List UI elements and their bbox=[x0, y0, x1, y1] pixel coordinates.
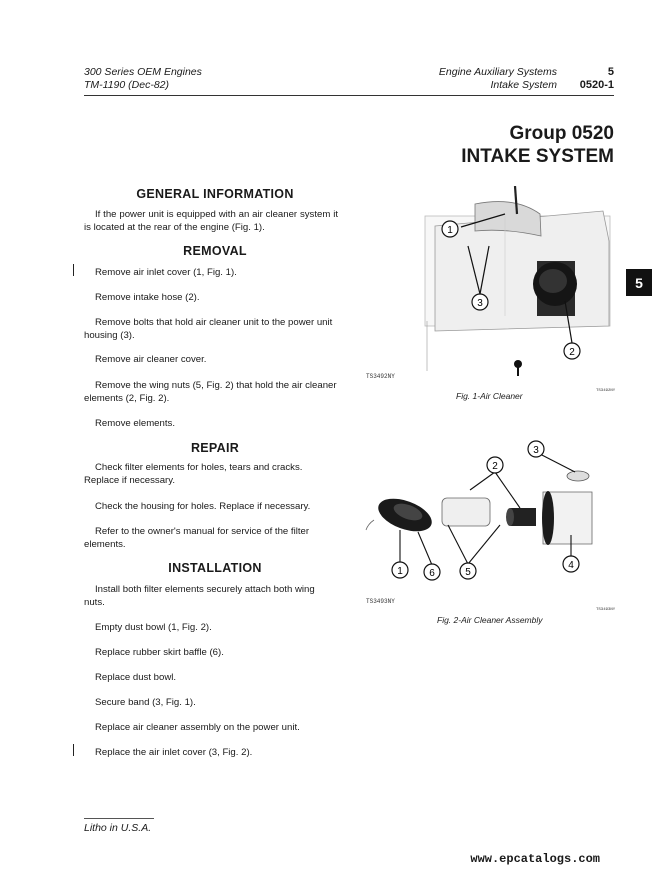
figure-2-id-left: TS3493NY bbox=[366, 598, 395, 605]
removal-step: Remove intake hose (2). bbox=[95, 292, 200, 303]
footer-url-link[interactable]: www.epcatalogs.com bbox=[470, 852, 600, 866]
installation-step: Empty dust bowl (1, Fig. 2). bbox=[95, 622, 212, 633]
installation-step: Replace the air inlet cover (3, Fig. 2). bbox=[95, 747, 253, 758]
installation-step: Replace rubber skirt baffle (6). bbox=[95, 647, 224, 658]
callout-label: 5 bbox=[465, 567, 471, 578]
callout-4 bbox=[563, 556, 579, 572]
section-tab: 5 bbox=[626, 269, 652, 296]
callout-3 bbox=[528, 441, 544, 457]
installation-heading: INSTALLATION bbox=[168, 561, 262, 575]
header-manual-number: TM-1190 (Dec-82) bbox=[84, 79, 169, 91]
group-title: Group 0520 bbox=[509, 123, 614, 144]
general-heading: GENERAL INFORMATION bbox=[136, 187, 294, 201]
removal-step: Remove the wing nuts (5, Fig. 2) that hold the air cleaner elements (2, Fig. 2). bbox=[84, 380, 337, 404]
removal-step: Remove air inlet cover (1, Fig. 1). bbox=[95, 267, 237, 278]
change-bar bbox=[73, 744, 74, 756]
installation-step: Secure band (3, Fig. 1). bbox=[95, 697, 196, 708]
callout-1 bbox=[392, 562, 408, 578]
header-section-number: 5 bbox=[607, 66, 614, 78]
callout-5 bbox=[460, 563, 476, 579]
figure-1-id-left: TS3492NY bbox=[366, 373, 395, 380]
removal-step: Remove bolts that hold air cleaner unit to the power unit housing (3). bbox=[84, 317, 333, 341]
removal-step: Remove elements. bbox=[95, 418, 175, 429]
removal-step: Remove air cleaner cover. bbox=[95, 354, 207, 365]
figure-1-air-cleaner-image bbox=[365, 186, 615, 381]
header-manual-title: 300 Series OEM Engines bbox=[84, 66, 202, 78]
callout-label: 1 bbox=[447, 225, 453, 236]
change-bar bbox=[73, 264, 74, 276]
callout-1 bbox=[442, 221, 458, 237]
callout-label: 2 bbox=[569, 347, 575, 358]
header-page-number: 0520-1 bbox=[579, 79, 614, 91]
header-rule bbox=[84, 95, 614, 96]
removal-heading: REMOVAL bbox=[183, 244, 247, 258]
callout-label: 6 bbox=[429, 568, 435, 579]
callout-2 bbox=[564, 343, 580, 359]
repair-step: Check filter elements for holes, tears and cracks. Replace if necessary. bbox=[84, 462, 303, 486]
header-section-title: Engine Auxiliary Systems bbox=[438, 66, 557, 78]
callout-2 bbox=[487, 457, 503, 473]
figure-2-id-right: TS3493NY bbox=[596, 608, 616, 612]
installation-step: Replace air cleaner assembly on the power unit. bbox=[95, 722, 300, 733]
installation-step: Install both filter elements securely attach both wing nuts. bbox=[84, 584, 315, 608]
figure-1-id-right: TS3492NY bbox=[596, 389, 616, 393]
callout-label: 1 bbox=[397, 566, 403, 577]
callout-label: 3 bbox=[533, 445, 539, 456]
general-text: If the power unit is equipped with an air cleaner system it is located at the rear of the engine (Fig. 1). bbox=[84, 209, 338, 233]
figure-1-caption: Fig. 1-Air Cleaner bbox=[456, 391, 523, 401]
callout-6 bbox=[424, 564, 440, 580]
repair-heading: REPAIR bbox=[190, 441, 240, 455]
repair-step: Check the housing for holes. Replace if necessary. bbox=[95, 501, 311, 512]
callout-label: 2 bbox=[492, 461, 498, 472]
callout-label: 4 bbox=[568, 560, 574, 571]
callout-3 bbox=[472, 294, 488, 310]
footer-rule bbox=[84, 818, 154, 819]
header-group-title: Intake System bbox=[490, 79, 557, 91]
repair-step: Refer to the owner's manual for service of the filter elements. bbox=[84, 526, 310, 550]
footer-litho: Litho in U.S.A. bbox=[84, 822, 152, 834]
system-title: INTAKE SYSTEM bbox=[461, 146, 614, 167]
figure-2-air-cleaner-assembly-image bbox=[360, 440, 610, 590]
figure-2-caption: Fig. 2-Air Cleaner Assembly bbox=[437, 615, 543, 625]
callout-label: 3 bbox=[477, 298, 483, 309]
installation-step: Replace dust bowl. bbox=[95, 672, 177, 683]
